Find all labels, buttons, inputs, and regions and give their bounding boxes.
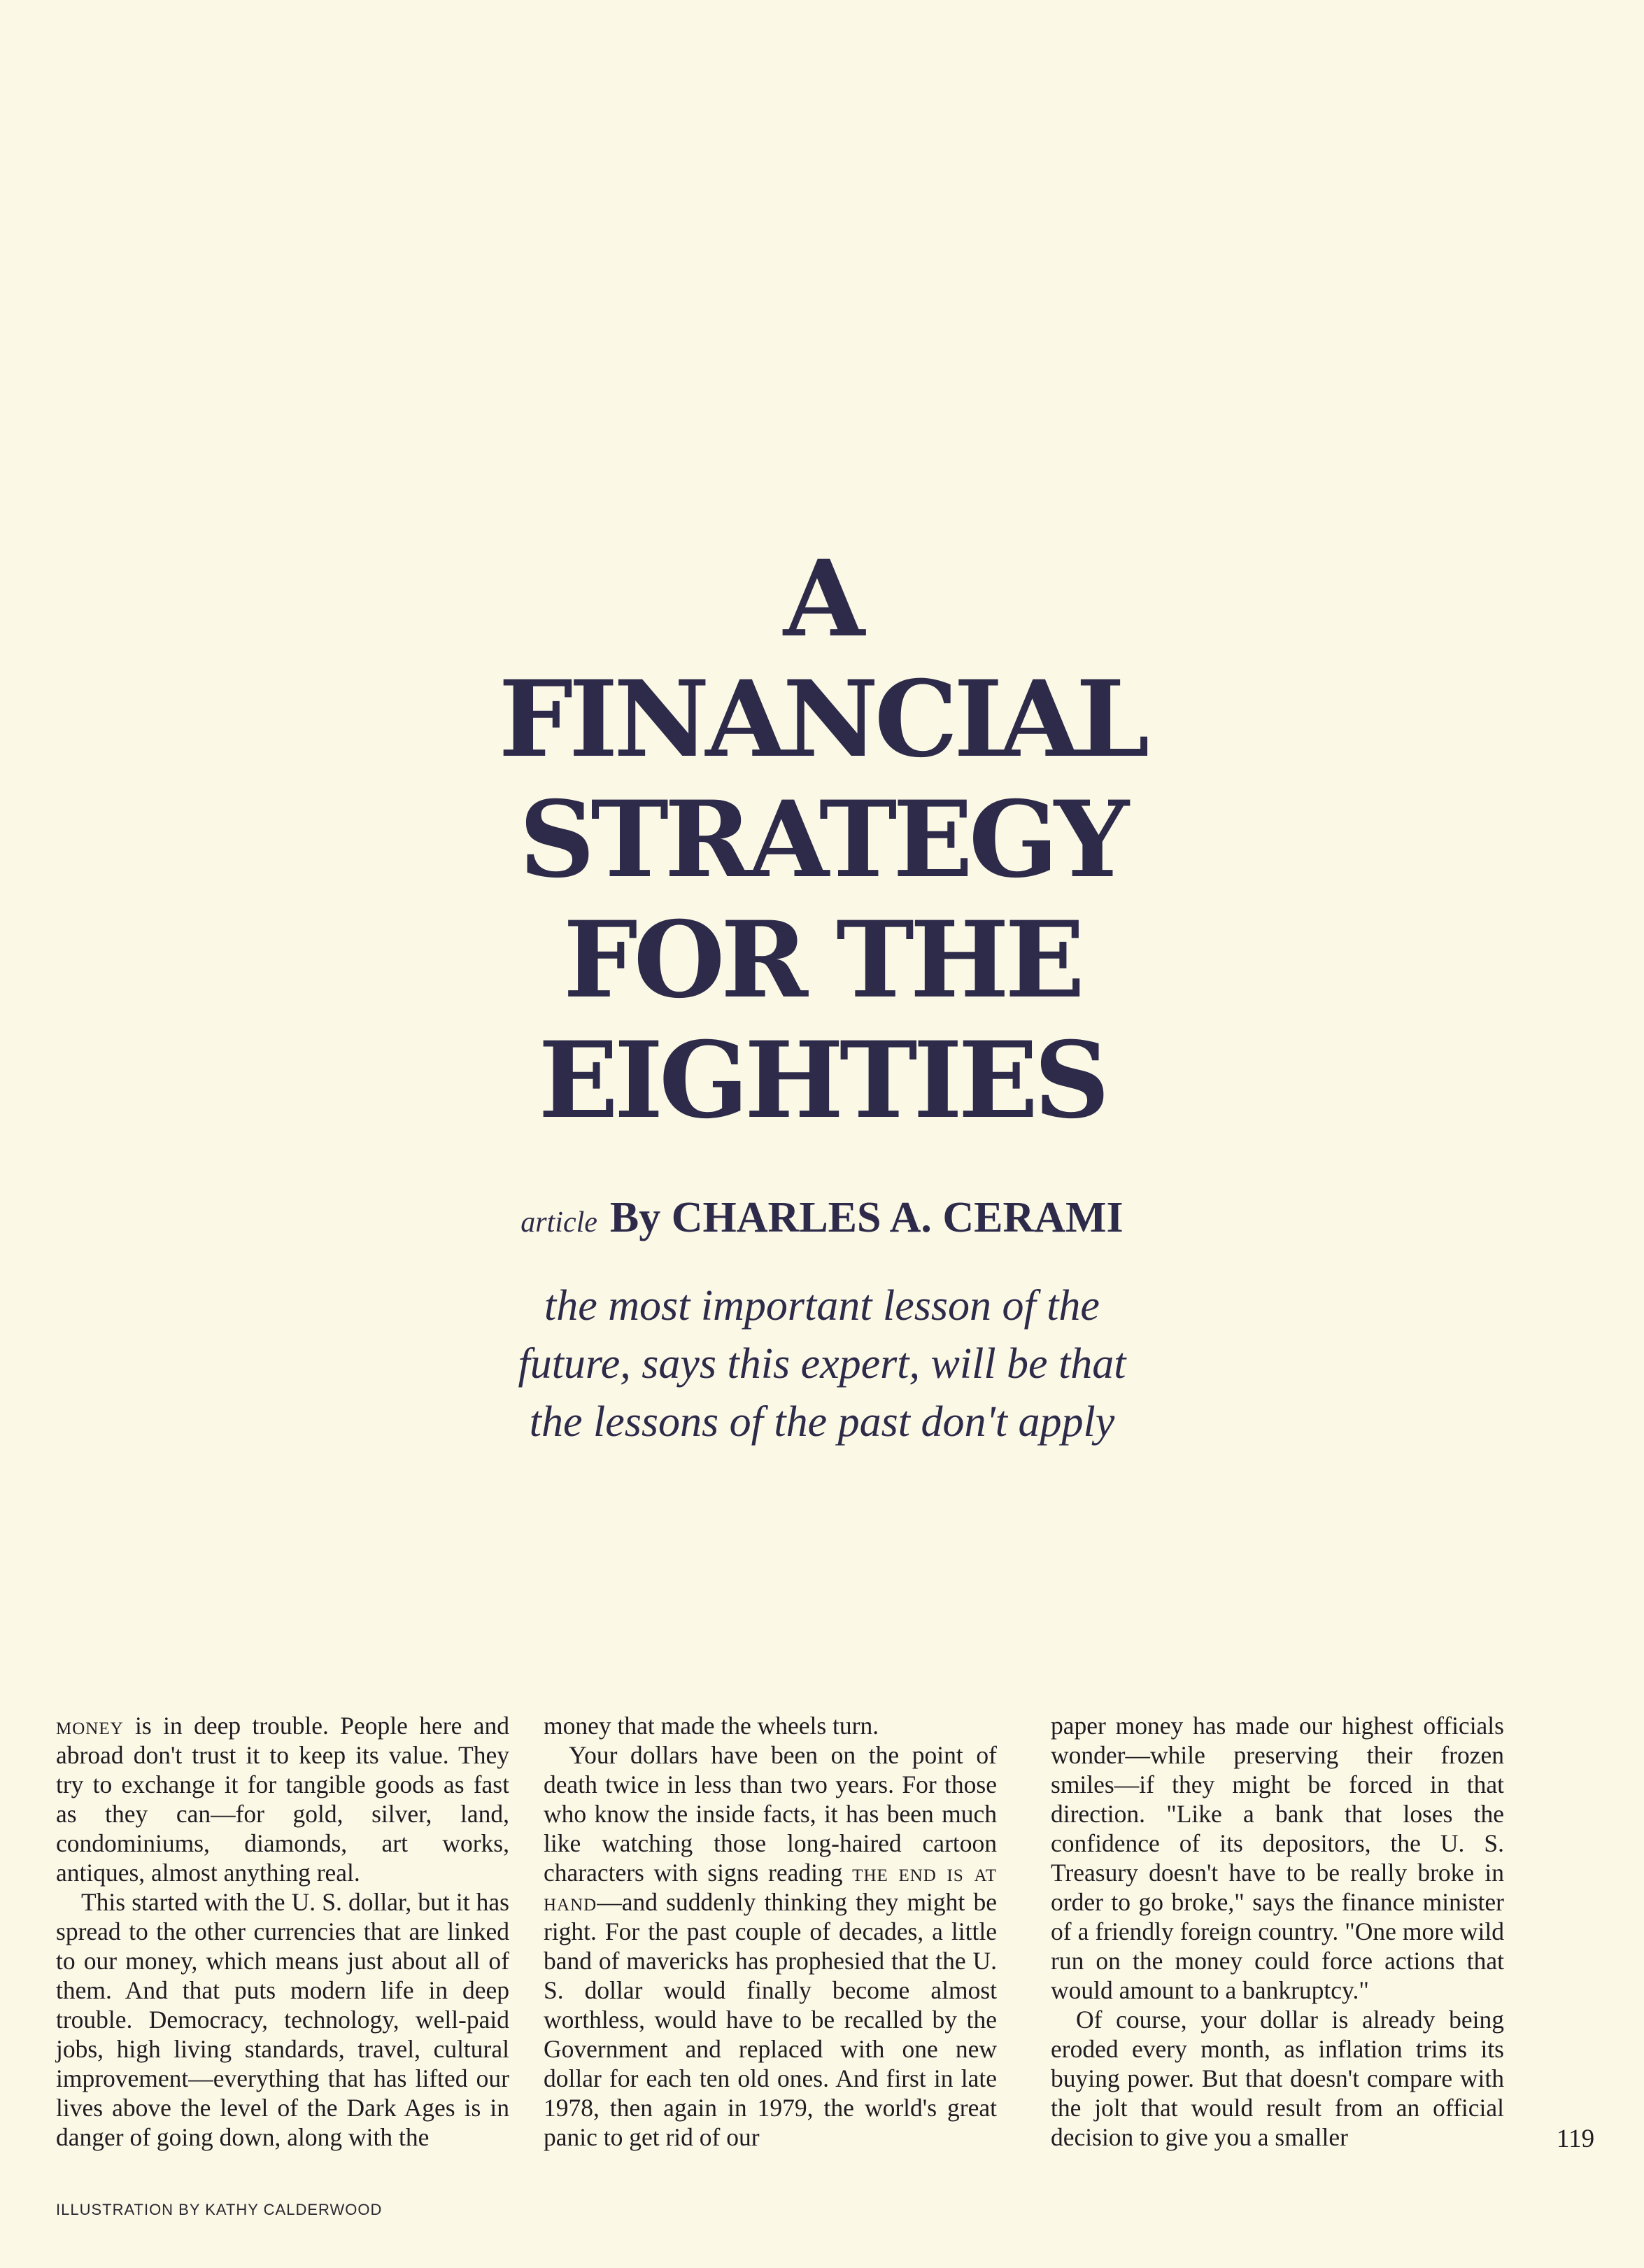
headline-line: EIGHTIES — [538, 1019, 1106, 1142]
body-paragraph: paper money has made our highest officials wonder—while preserving their frozen smiles—if they might be forced in that direction. "Like a bank that loses the confidence of its depositors, the U. S. Treasury doesn't have to be really broke in order to go broke," says the finance minister of a friendly foreign country. "One more wild run on the money could force actions that would amount to a bankruptcy." — [1051, 1712, 1504, 2004]
headline-line: A — [783, 537, 861, 661]
byline — [402, 1193, 1242, 1243]
body-column-1 — [56, 1711, 509, 2152]
page-number: 119 — [1557, 2125, 1595, 2153]
body-column-2 — [544, 1711, 997, 2152]
paragraph-text: Your dollars have been on the point of death twice in less than two years. For those who know the inside facts, it has been much like watching those long-haired cartoon characters with signs reading — [544, 1741, 997, 1887]
body-paragraph: This started with the U. S. dollar, but it has spread to the other currencies that are linked to our money, which means just about all of them. And that puts modern life in deep trouble. Democracy, technology, well-paid jobs, high living standards, travel, cultural improvement—everything that has lifted our lives above the level of the Dark Ages is in danger of going down, along with the — [56, 1888, 509, 2151]
sign-text-smallcaps: the end is at hand — [544, 1859, 997, 1916]
body-column-3 — [1051, 1711, 1504, 2152]
paragraph-text: —and suddenly thinking they might be right. For the past couple of decades, a little band of mavericks has prophesied that the U. S. dollar would finally become almost worthless, would have to be recalled by the Government and replaced with one new dollar for each ten old ones. And first in late 1978, then again in 1979, the world's great panic to get rid of our — [544, 1888, 997, 2151]
article-headline — [402, 539, 1242, 1141]
byline-author: By CHARLES A. CERAMI — [609, 1194, 1124, 1241]
byline-kicker: article — [520, 1206, 597, 1239]
body-paragraph: money that made the wheels turn. — [544, 1712, 879, 1740]
headline-line: FINANCIAL — [498, 658, 1146, 781]
article-deck — [402, 1277, 1242, 1451]
illustration-credit: ILLUSTRATION BY KATHY CALDERWOOD — [56, 2201, 383, 2218]
body-paragraph: Of course, your dollar is already being eroded every month, as inflation trims its buying power. But that doesn't compare with the jolt that would result from an official decision to give you a smaller — [1051, 2006, 1504, 2151]
body-paragraph — [56, 1711, 509, 1887]
paragraph-text: is in deep trouble. People here and abroad don't trust it to keep its value. They try to exchange it for tangible goods as fast as they can—for gold, silver, land, condominiums, diamonds, art works, antiques, almost anything real. — [56, 1712, 509, 1887]
body-paragraph — [544, 1740, 997, 2152]
headline-line: FOR THE — [563, 899, 1081, 1022]
headline-line: STRATEGY — [519, 778, 1125, 901]
deck-line: future, says this expert, will be that — [518, 1340, 1126, 1388]
deck-line: the lessons of the past don't apply — [529, 1398, 1115, 1446]
lead-in-smallcaps: money — [56, 1712, 124, 1740]
deck-line: the most important lesson of the — [544, 1282, 1100, 1330]
